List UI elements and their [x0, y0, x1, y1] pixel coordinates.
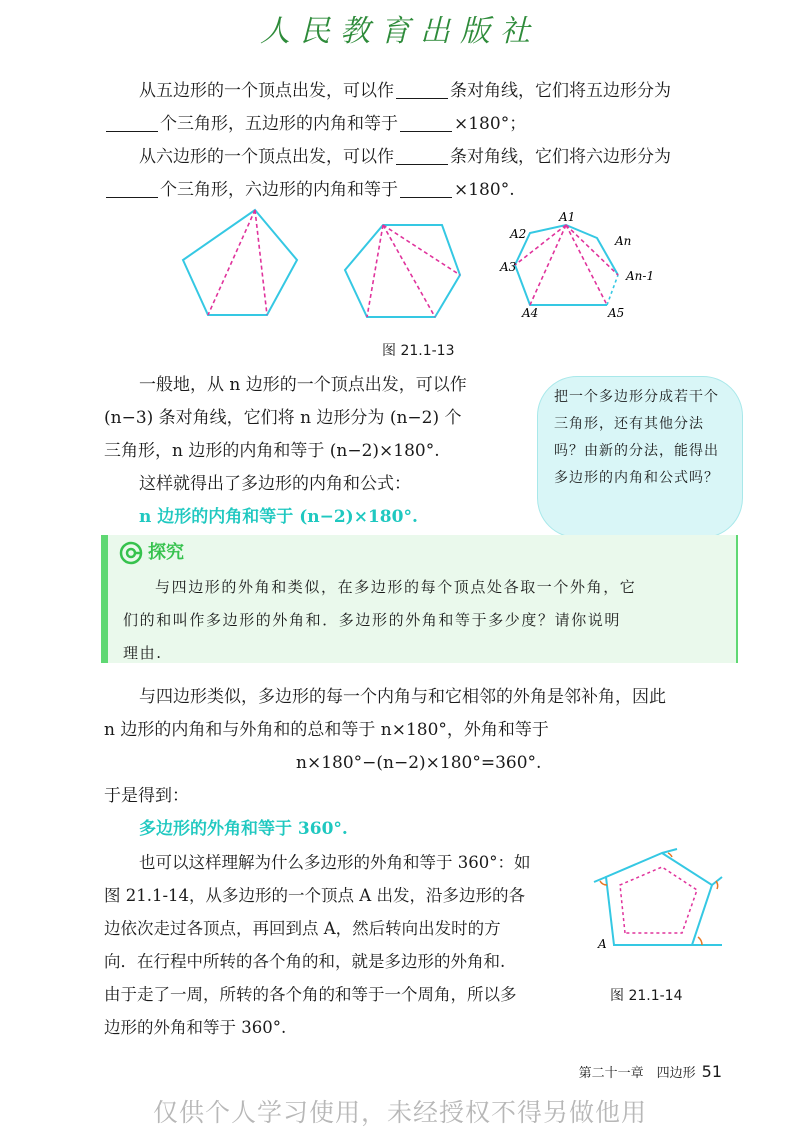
- figure-21-1-13: [170, 205, 660, 330]
- blank-3: [400, 113, 452, 132]
- pentagon-diagonal-1: [255, 210, 267, 315]
- angle-arc-1: [698, 937, 702, 945]
- blank-4: [396, 146, 448, 165]
- general-line1: 一般地，从 n 边形的一个顶点出发，可以作: [139, 375, 467, 395]
- p1-line2-a: 个三角形，五边形的内角和等于: [160, 114, 398, 134]
- thought-cloud-text: 把一个多边形分成若干个三角形，还有其他分法吗？由新的分法，能得出多边形的内角和公式吗？: [554, 389, 719, 486]
- page-number: 51: [701, 1062, 722, 1081]
- chapter-title: 第二十一章 四边形: [578, 1066, 696, 1081]
- p1-line4-a: 个三角形，六边形的内角和等于: [160, 180, 398, 200]
- explore-title: 探究: [148, 542, 184, 563]
- label-point-a: A: [598, 937, 607, 951]
- label-a2: A2: [510, 227, 527, 241]
- walk-line2: 图 21.1-14，从多边形的一个顶点 A 出发，沿多边形的各: [104, 886, 525, 905]
- hexagon-diagonal-1: [383, 225, 460, 275]
- interior-angle-formula: n 边形的内角和等于 (n−2)×180°.: [139, 507, 418, 527]
- ngon-diagonal-4: [566, 225, 618, 275]
- label-an: An: [615, 234, 632, 248]
- extension-c: [662, 849, 677, 853]
- hexagon-diagonal-3: [367, 225, 383, 317]
- p1-line1-a: 从五边形的一个顶点出发，可以作: [139, 81, 394, 101]
- walk-polygon: [606, 853, 712, 945]
- p1-line1-b: 条对角线，它们将五边形分为: [450, 81, 671, 101]
- hexagon-shape: [345, 225, 460, 317]
- blank-2: [106, 113, 158, 132]
- exterior-equation: n×180°−(n−2)×180°=360°.: [296, 753, 542, 773]
- walk-path: [620, 867, 697, 933]
- publisher-logo: 人民教育出版社: [260, 14, 540, 49]
- label-a1: A1: [559, 210, 576, 224]
- label-a3: A3: [500, 260, 517, 274]
- ngon-diagonal-2: [530, 225, 566, 305]
- label-a4: A4: [522, 306, 539, 320]
- ngon-diagonal-3: [566, 225, 607, 305]
- p1-line3: [139, 141, 671, 174]
- exterior-line1: 与四边形类似，多边形的每一个内角与和它相邻的外角是邻补角，因此: [139, 687, 666, 707]
- general-line3: 三角形，n 边形的内角和等于 (n−2)×180°.: [104, 441, 440, 461]
- p1-line3-a: 从六边形的一个顶点出发，可以作: [139, 147, 394, 167]
- page-footer: [579, 1062, 722, 1081]
- angle-arc-4: [716, 881, 718, 889]
- walk-line4: 向．在行程中所转的各个角的和，就是多边形的外角和.: [104, 952, 506, 971]
- p1-line4: [104, 174, 515, 207]
- walk-line1: 也可以这样理解为什么多边形的外角和等于 360°：如: [139, 853, 531, 872]
- explore-line3: 理由.: [123, 644, 163, 662]
- pentagon-shape: [183, 210, 297, 315]
- watermark: 仅供个人学习使用，未经授权不得另做他用: [152, 1098, 647, 1127]
- ngon-dashed-side: [607, 275, 618, 305]
- walk-line6: 边形的外角和等于 360°.: [104, 1018, 287, 1037]
- walk-line5: 由于走了一周，所转的各个角的和等于一个周角，所以多: [104, 985, 517, 1004]
- p1-line3-b: 条对角线，它们将六边形分为: [450, 147, 671, 167]
- blank-1: [396, 80, 448, 99]
- general-line2: (n−3) 条对角线，它们将 n 边形分为 (n−2) 个: [104, 408, 462, 428]
- p1-line2: [104, 108, 526, 141]
- explore-line1: 与四边形的外角和类似，在多边形的每个顶点处各取一个外角，它: [155, 578, 637, 596]
- label-a5: A5: [608, 306, 625, 320]
- exterior-angle-result: 多边形的外角和等于 360°.: [139, 819, 348, 839]
- blank-5: [106, 179, 158, 198]
- blank-6: [400, 179, 452, 198]
- p1-line2-b: ×180°；: [454, 114, 527, 134]
- figure-14-caption: 图 21.1-14: [610, 988, 683, 1004]
- exterior-line3: 于是得到：: [104, 786, 189, 806]
- figure-13-caption: 图 21.1-13: [382, 343, 455, 359]
- walk-line3: 边依次走过各顶点，再回到点 A，然后转向出发时的方: [104, 919, 501, 938]
- label-an-1: An-1: [626, 269, 655, 283]
- ngon-shape: [515, 225, 618, 305]
- p1-line4-b: ×180°.: [454, 180, 515, 200]
- explore-line2: 们的和叫作多边形的外角和．多边形的外角和等于多少度？请你说明: [123, 611, 622, 629]
- hexagon-diagonal-2: [383, 225, 435, 317]
- general-line4: 这样就得出了多边形的内角和公式：: [139, 474, 411, 494]
- exterior-line2: n 边形的内角和与外角和的总和等于 n×180°，外角和等于: [104, 720, 549, 740]
- figure-21-1-14: [592, 845, 732, 955]
- p1-line1: [139, 75, 671, 108]
- explore-icon: [119, 541, 143, 565]
